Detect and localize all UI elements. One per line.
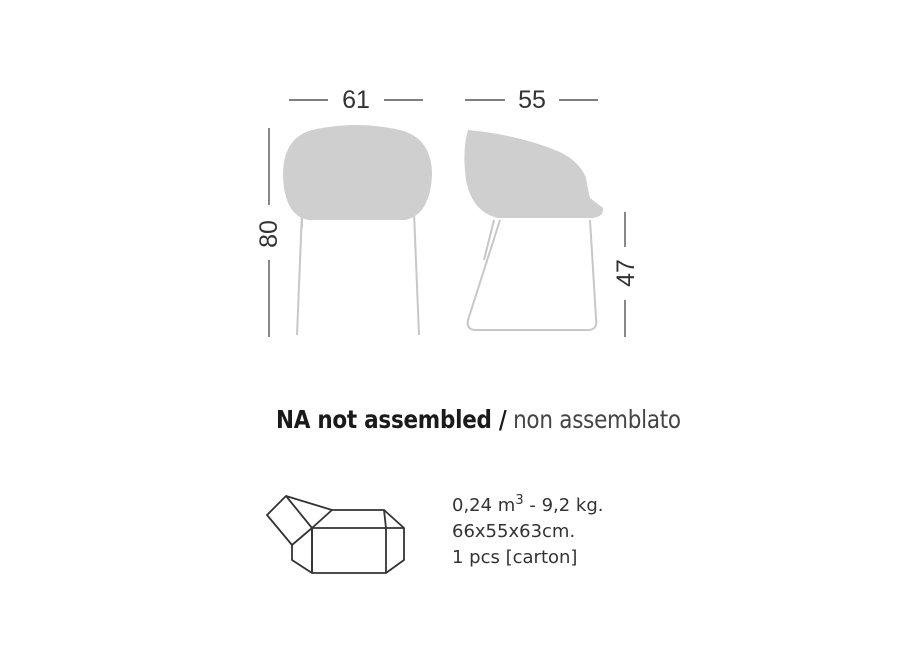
depth-value: 55 [518, 86, 546, 114]
packaging-quantity: 1 pcs [carton] [452, 547, 578, 568]
packaging-box-size: 66x55x63cm. [452, 521, 576, 542]
packaging-volume: 0,24 m [452, 495, 516, 516]
width-value: 61 [342, 86, 370, 114]
packaging-volume-weight [452, 488, 603, 519]
assembly-caption [276, 405, 681, 434]
packaging-info [452, 488, 603, 571]
packaging-weight: - 9,2 kg. [523, 495, 604, 516]
height-dimension [255, 128, 283, 337]
assembly-code-label: NA not assembled / [276, 405, 507, 434]
packaging-volume-exponent: 3 [515, 493, 524, 508]
width-dimension [289, 86, 423, 114]
depth-dimension [465, 86, 598, 114]
assembly-italian-label: non assemblato [513, 405, 681, 434]
seat-height-dimension [612, 212, 640, 337]
carton-box-icon [267, 496, 404, 573]
chair-side-view [464, 130, 603, 330]
height-value: 80 [255, 220, 283, 248]
seat-height-value: 47 [612, 259, 640, 287]
chair-front-view [283, 125, 432, 335]
